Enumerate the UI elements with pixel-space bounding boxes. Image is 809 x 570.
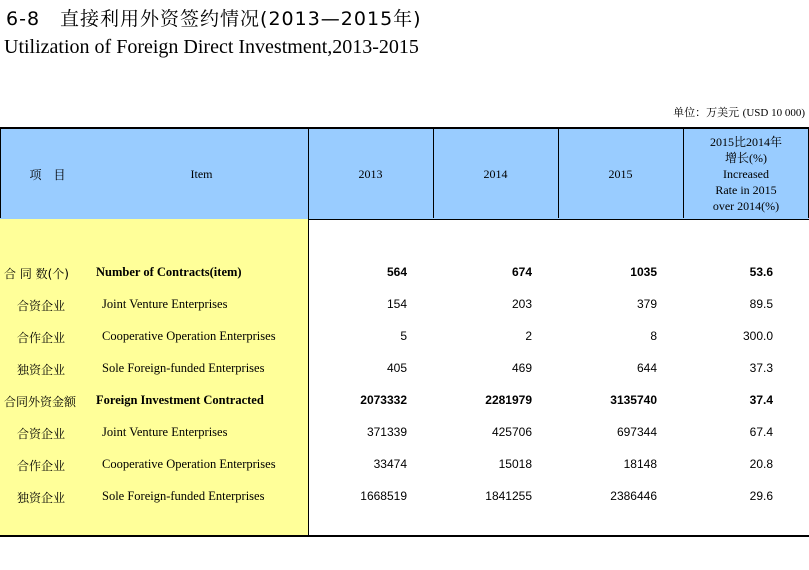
cell-growth: 29.6 <box>749 489 773 503</box>
header-growth: 2015比2014年 增长(%) Increased Rate in 2015 over 2014(%) <box>709 135 782 213</box>
cell-growth: 20.8 <box>749 457 773 471</box>
cell-v2014: 203 <box>511 297 532 311</box>
table-row <box>0 449 809 481</box>
cell-v2014: 469 <box>511 361 532 375</box>
cell-growth: 37.3 <box>749 361 773 375</box>
header-item-en: Item <box>190 166 213 181</box>
cell-v2013: 154 <box>386 297 407 311</box>
cell-v2014: 674 <box>511 265 532 279</box>
cell-v2015: 697344 <box>616 425 657 439</box>
cell-v2015: 1035 <box>630 265 657 279</box>
unit-cn: 单位：万美元 <box>673 106 740 119</box>
row-label-en: Sole Foreign-funded Enterprises <box>102 361 265 375</box>
cell-v2013: 405 <box>386 361 407 375</box>
row-label-cn: 合资企业 <box>17 427 66 441</box>
page-title-cn: 6-8 直接利用外资签约情况(2013—2015年) <box>6 8 422 30</box>
cell-v2015: 644 <box>636 361 657 375</box>
cell-v2015: 18148 <box>623 457 657 471</box>
cell-v2013: 1668519 <box>360 489 407 503</box>
row-label-en: Joint Venture Enterprises <box>102 297 228 311</box>
cell-v2013: 371339 <box>366 425 407 439</box>
unit-en: (USD 10 000) <box>742 107 805 119</box>
header-item-cn: 项 目 <box>29 167 66 182</box>
row-label-cn: 独资企业 <box>17 363 66 377</box>
table-row <box>0 289 809 321</box>
cell-growth: 89.5 <box>749 297 773 311</box>
cell-v2013: 33474 <box>373 457 407 471</box>
row-label-en: Sole Foreign-funded Enterprises <box>102 489 265 503</box>
cell-v2014: 1841255 <box>485 489 532 503</box>
row-label-cn: 合作企业 <box>17 331 66 345</box>
cell-growth: 37.4 <box>749 393 773 407</box>
header-year-2015: 2015 <box>608 166 633 181</box>
cell-v2013: 2073332 <box>360 393 407 407</box>
col-divider <box>683 127 684 218</box>
cell-v2013: 5 <box>400 329 407 343</box>
header-year-2014: 2014 <box>483 166 508 181</box>
table-row <box>0 321 809 353</box>
col-divider <box>433 127 434 218</box>
data-table <box>0 127 809 537</box>
cell-v2015: 2386446 <box>610 489 657 503</box>
row-label-cn: 合同外资金额 <box>4 395 77 409</box>
col-divider <box>0 127 1 218</box>
header-year-2013: 2013 <box>358 166 383 181</box>
cell-v2013: 564 <box>386 265 407 279</box>
unit-label <box>673 104 805 120</box>
row-label-en: Cooperative Operation Enterprises <box>102 457 276 471</box>
cell-v2014: 15018 <box>498 457 532 471</box>
table-row <box>0 417 809 449</box>
row-label-cn: 合作企业 <box>17 459 66 473</box>
cell-v2014: 2281979 <box>485 393 532 407</box>
page-title-en: Utilization of Foreign Direct Investment,2013-2015 <box>4 36 419 58</box>
cell-growth: 67.4 <box>749 425 773 439</box>
cell-v2015: 379 <box>636 297 657 311</box>
table-row <box>0 353 809 385</box>
col-divider <box>558 127 559 218</box>
table-row <box>0 257 809 289</box>
row-label-en: Foreign Investment Contracted <box>96 393 264 407</box>
cell-v2015: 8 <box>650 329 657 343</box>
bottom-rule <box>0 535 809 537</box>
table-row <box>0 481 809 513</box>
cell-growth: 300.0 <box>742 329 773 343</box>
row-label-cn: 合 同 数(个) <box>4 267 69 281</box>
row-label-en: Cooperative Operation Enterprises <box>102 329 276 343</box>
row-label-en: Joint Venture Enterprises <box>102 425 228 439</box>
row-label-cn: 独资企业 <box>17 491 66 505</box>
row-label-cn: 合资企业 <box>17 299 66 313</box>
table-row <box>0 385 809 417</box>
cell-v2014: 2 <box>525 329 532 343</box>
cell-growth: 53.6 <box>749 265 773 279</box>
table-header <box>0 127 809 220</box>
row-label-en: Number of Contracts(item) <box>96 265 242 279</box>
cell-v2015: 3135740 <box>610 393 657 407</box>
cell-v2014: 425706 <box>491 425 532 439</box>
